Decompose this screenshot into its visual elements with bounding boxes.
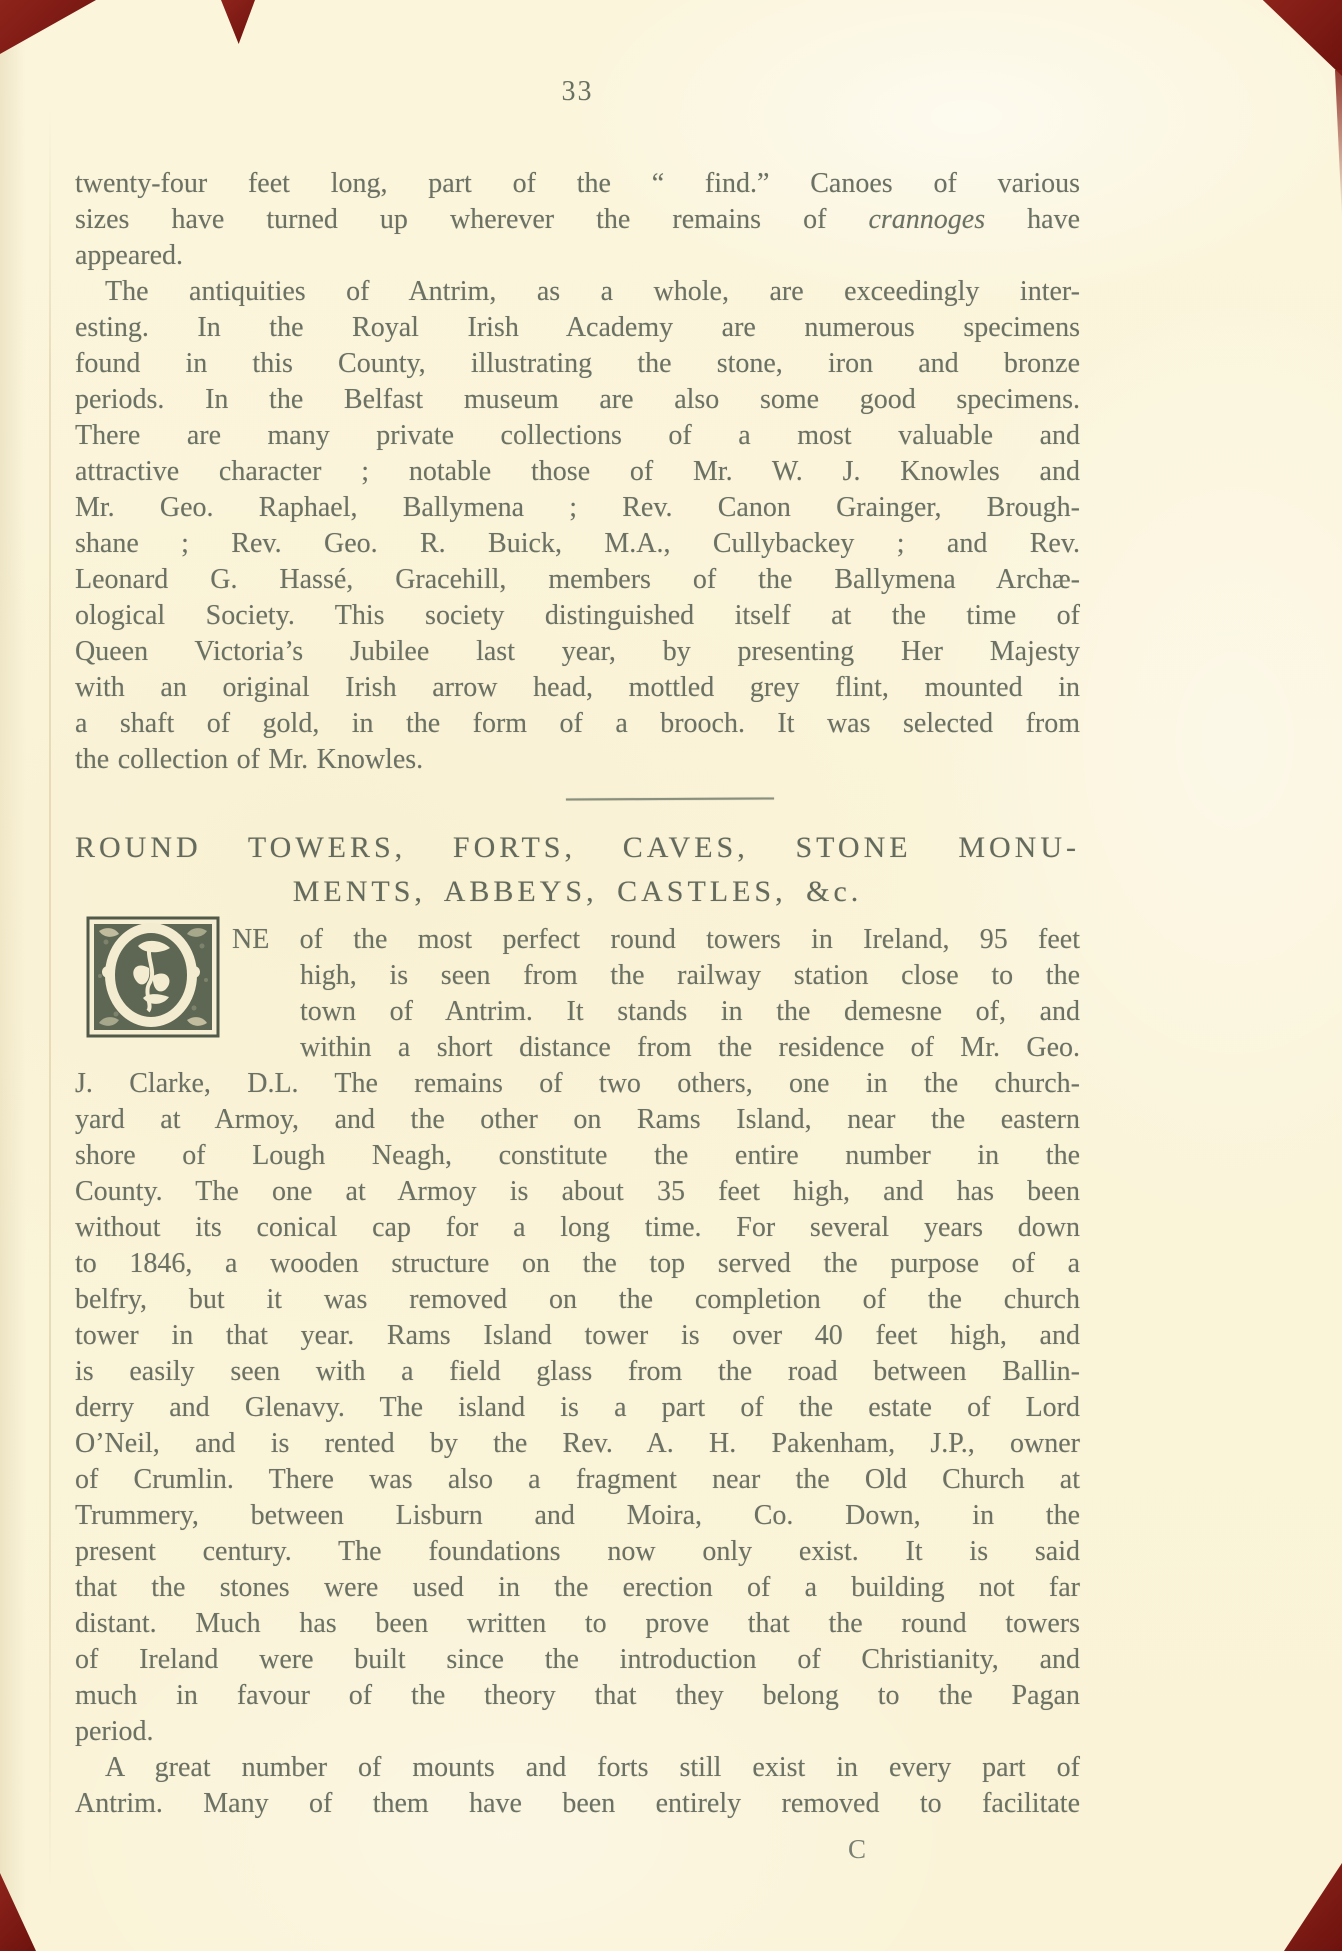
text-line: without its conical cap for a long time. For several years down [75,1212,1080,1243]
cover-edge-top-notch [221,0,255,44]
text-line: much in favour of the theory that they belong to the Pagan [75,1680,1080,1711]
text-line: the collection of Mr. Knowles. [75,744,424,775]
text-line: There are many private collections of a most valuable and [75,420,1080,451]
text-line: attractive character ; notable those of Mr. W. J. Knowles and [75,456,1080,487]
text-line: period. [75,1716,154,1747]
text-line: town of Antrim. It stands in the demesne of, and [300,996,1080,1027]
cover-edge-top-right [1254,0,1342,76]
page-number: 33 [561,76,594,107]
cover-edge-bottom-right [1284,1863,1342,1951]
text-line: Queen Victoria’s Jubilee last year, by presenting Her Majesty [75,636,1080,667]
text-line: A great number of mounts and forts still exist in every part of [105,1752,1080,1783]
text-line: Antrim. Many of them have been entirely removed to facilitate [75,1788,1080,1819]
text-line: a shaft of gold, in the form of a brooch. It was selected from [75,708,1080,739]
section-divider-rule [566,797,774,800]
paper-crease [49,110,51,1890]
paragraph-mounts-forts [75,1750,1080,1822]
text-line: Leonard G. Hassé, Gracehill, members of the Ballymena Archæ- [75,564,1080,595]
text-line: found in this County, illustrating the stone, iron and bronze [75,348,1080,379]
text-line: twenty-four feet long, part of the “ find.” Canoes of various [75,168,1080,199]
paragraph-round-towers [75,922,1080,1750]
section-heading-line-2: MENTS, ABBEYS, CASTLES, &c. [292,875,863,908]
text-line: shore of Lough Neagh, constitute the entire number in the [75,1140,1080,1171]
text-line: distant. Much has been written to prove that the round towers [75,1608,1080,1639]
text-line: J. Clarke, D.L. The remains of two others, one in the church- [75,1068,1080,1099]
text-line: of Crumlin. There was also a fragment near the Old Church at [75,1464,1080,1495]
text-line: County. The one at Armoy is about 35 feet high, and has been [75,1176,1080,1207]
text-line: derry and Glenavy. The island is a part of the estate of Lord [75,1392,1080,1423]
paragraph-antiquities [75,274,1080,778]
cover-edge-top-left [0,0,96,54]
text-line: present century. The foundations now only exist. It is said [75,1536,1080,1567]
text-line: with an original Irish arrow head, mottled grey flint, mounted in [75,672,1080,703]
text-line: tower in that year. Rams Island tower is over 40 feet high, and [75,1320,1080,1351]
text-line: within a short distance from the residence of Mr. Geo. [300,1032,1080,1063]
text-line: belfry, but it was removed on the completion of the church [75,1284,1080,1315]
text-line: sizes have turned up wherever the remains of crannoges have [75,204,1081,235]
text-line: NE of the most perfect round towers in Ireland, 95 feet [232,924,1080,955]
text-line: shane ; Rev. Geo. R. Buick, M.A., Cullybackey ; and Rev. [75,528,1080,559]
text-line: of Ireland were built since the introduction of Christianity, and [75,1644,1080,1675]
text-line: Trummery, between Lisburn and Moira, Co. Down, in the [75,1500,1080,1531]
text-line: to 1846, a wooden structure on the top served the purpose of a [75,1248,1080,1279]
text-line: that the stones were used in the erection of a building not far [75,1572,1080,1603]
cover-edge-right-sliver [1335,70,1342,220]
section-heading-line-1: ROUND TOWERS, FORTS, CAVES, STONE MONU- [75,831,1080,864]
text-line: is easily seen with a field glass from the road between Ballin- [75,1356,1080,1387]
text-line: ological Society. This society distinguished itself at the time of [75,600,1080,631]
text-line: high, is seen from the railway station close to the [300,960,1080,991]
text-line: periods. In the Belfast museum are also some good specimens. [75,384,1080,415]
text-line: O’Neil, and is rented by the Rev. A. H. Pakenham, J.P., owner [75,1428,1080,1459]
text-line: yard at Armoy, and the other on Rams Island, near the eastern [75,1104,1080,1135]
paragraph-canoes [75,166,1080,274]
text-line: Mr. Geo. Raphael, Ballymena ; Rev. Canon Grainger, Brough- [75,492,1080,523]
text-line: appeared. [75,240,184,271]
signature-mark: C [848,1834,867,1864]
section-heading [75,826,1080,914]
cover-edge-bottom-left [0,1873,36,1951]
text-line: esting. In the Royal Irish Academy are numerous specimens [75,312,1080,343]
text-line: The antiquities of Antrim, as a whole, are exceedingly inter- [105,276,1080,307]
